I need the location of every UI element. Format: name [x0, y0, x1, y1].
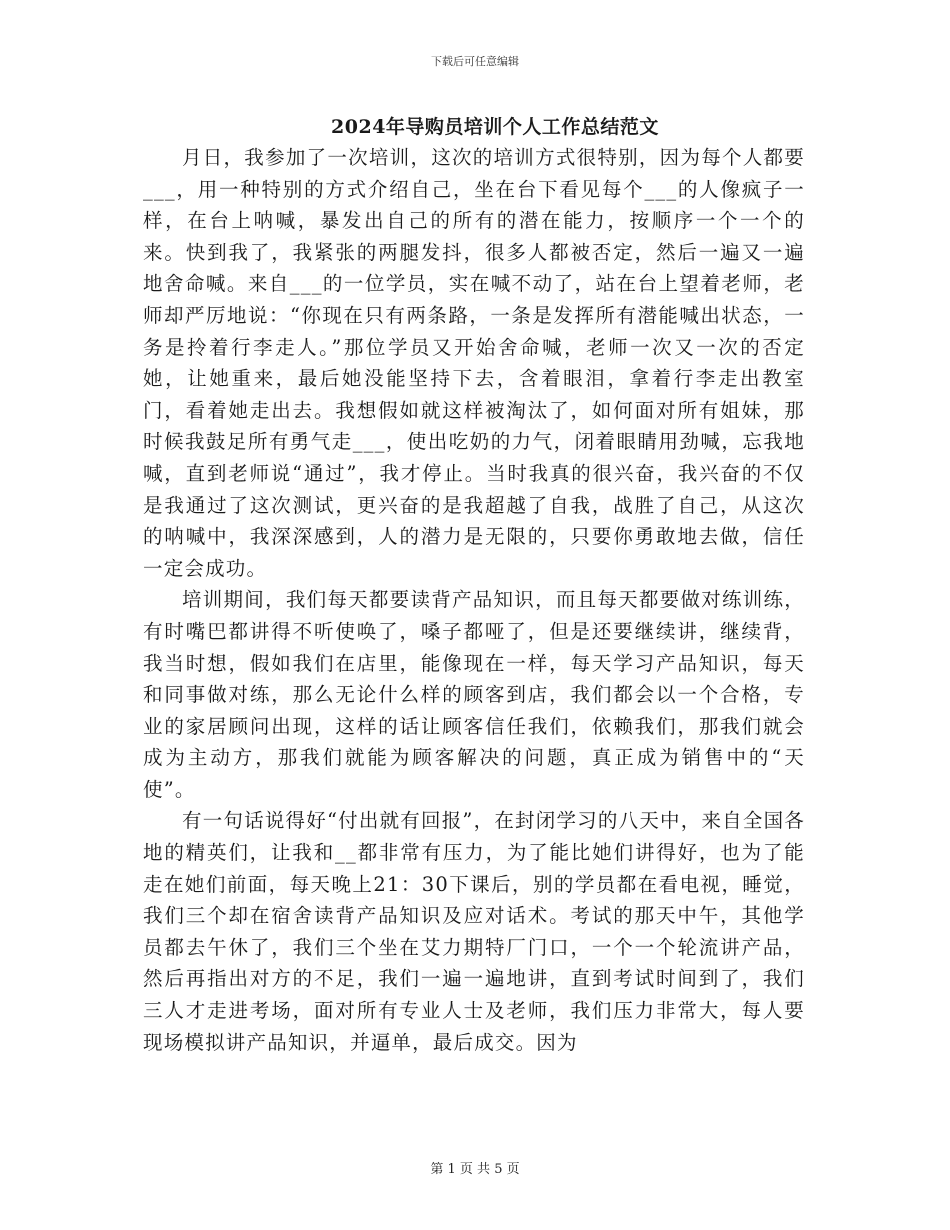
page-header-note: 下载后可任意编辑 — [431, 55, 519, 68]
page-number-footer: 第 1 页 共 5 页 — [430, 1162, 520, 1177]
body-paragraph-1: 月日，我参加了一次培训，这次的培训方式很特别，因为每个人都要___，用一种特别的方式介绍自己，坐在台下看见每个___的人像疯子一样，在台上呐喊，暴发出自己的所有的潜在能力，按顺序一个一个的来。快到我了，我紧张的两腿发抖，很多人都被否定，然后一遍又一遍地舍命喊。来自___的一位学员，实在喊不动了，站在台上望着老师，老师却严厉地说：“你现在只有两条路，一条是发挥所有潜能喊出状态，一务是拎着行李走人。”那位学员又开始舍命喊，老师一次又一次的否定她，让她重来，最后她没能坚持下去，含着眼泪，拿着行李走出教室门，看着她走出去。我想假如就这样被淘汰了，如何面对所有姐妹，那时候我鼓足所有勇气走___，使出吃奶的力气，闭着眼睛用劲喊，忘我地喊，直到老师说“通过”，我才停止。当时我真的很兴奋，我兴奋的不仅是我通过了这次测试，更兴奋的是我超越了自我，战胜了自己，从这次的呐喊中，我深深感到，人的潜力是无限的，只要你勇敢地去做，信任一定会成功。 — [143, 146, 805, 580]
document-body — [143, 142, 805, 1058]
body-paragraph-2: 培训期间，我们每天都要读背产品知识，而且每天都要做对练训练，有时嘴巴都讲得不听使唤了，嗓子都哑了，但是还要继续讲，继续背，我当时想，假如我们在店里，能像现在一样，每天学习产品知识，每天和同事做对练，那么无论什么样的顾客到店，我们都会以一个合格，专业的家居顾问出现，这样的话让顾客信任我们，依赖我们，那我们就会成为主动方，那我们就能为顾客解决的问题，真正成为销售中的“天使”。 — [143, 588, 805, 801]
body-paragraph-3: 有一句话说得好“付出就有回报”，在封闭学习的八天中，来自全国各地的精英们，让我和__都非常有压力，为了能比她们讲得好，也为了能走在她们前面，每天晚上21：30下课后，别的学员都在看电视，睡觉，我们三个却在宿舍读背产品知识及应对话术。考试的那天中午，其他学员都去午休了，我们三个坐在艾力期特厂门口，一个一个轮流讲产品，然后再指出对方的不足，我们一遍一遍地讲，直到考试时间到了，我们三人才走进考场，面对所有专业人士及老师，我们压力非常大，每人要现场模拟讲产品知识，并逼单，最后成交。因为 — [143, 809, 805, 1054]
document-title: 2024年导购员培训个人工作总结范文 — [331, 116, 659, 138]
